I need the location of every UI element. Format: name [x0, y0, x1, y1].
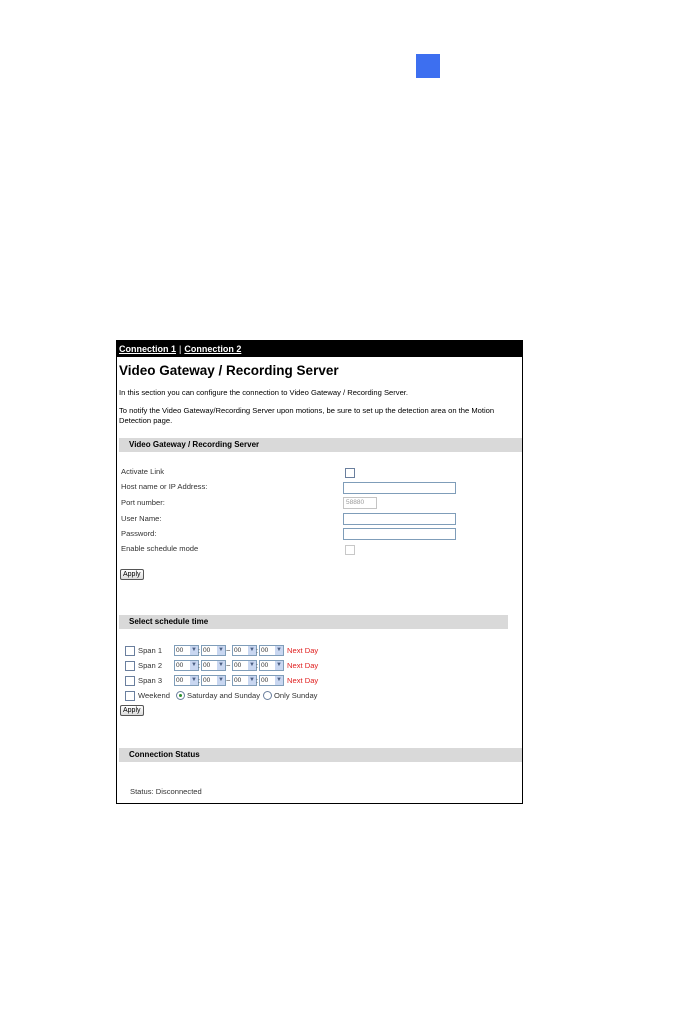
colon: :	[256, 676, 259, 685]
schedule-mode-label: Enable schedule mode	[121, 544, 199, 553]
page-title: Video Gateway / Recording Server	[119, 363, 339, 378]
next-day-label: Next Day	[287, 676, 319, 685]
activate-link-checkbox[interactable]	[345, 468, 355, 478]
span-3-start-minute-select[interactable]	[201, 675, 226, 686]
tab-connection-1[interactable]: Connection 1	[119, 344, 177, 354]
span-2-end-hour-value: 00	[234, 662, 242, 669]
span-1-start-hour-value: 00	[176, 647, 184, 654]
server-section-header: Video Gateway / Recording Server	[119, 438, 522, 452]
span-1-end-minute-value: 00	[261, 647, 269, 654]
span-3-end-hour-select[interactable]	[232, 675, 257, 686]
chevron-down-icon: ▼	[191, 677, 197, 683]
span-2-end-minute-select[interactable]	[259, 660, 284, 671]
span-2-end-hour-select[interactable]	[232, 660, 257, 671]
span-2-start-minute-select[interactable]	[201, 660, 226, 671]
tab-connection-2[interactable]: Connection 2	[184, 344, 242, 354]
colon: :	[256, 646, 259, 655]
apply-button[interactable]: Apply	[120, 569, 144, 580]
tab-separator: |	[179, 344, 182, 354]
chevron-down-icon: ▼	[218, 677, 224, 683]
span-2-checkbox[interactable]	[125, 661, 135, 671]
page-marker-square	[416, 54, 440, 78]
chevron-down-icon: ▼	[276, 677, 282, 683]
activate-link-label: Activate Link	[121, 467, 165, 476]
notice-text: To notify the Video Gateway/Recording Server upon motions, be sure to set up the detection area on the Motion Detection page.	[119, 406, 495, 425]
colon: :	[198, 646, 201, 655]
span-3-start-hour-select[interactable]	[174, 675, 199, 686]
chevron-down-icon: ▼	[276, 647, 282, 653]
user-name-label: User Name:	[121, 514, 162, 523]
span-3-start-minute-value: 00	[203, 677, 211, 684]
connection-tab-bar	[117, 341, 522, 357]
span-2-end-minute-value: 00	[261, 662, 269, 669]
port-label: Port number:	[121, 498, 165, 507]
span-1-end-hour-select[interactable]	[232, 645, 257, 656]
colon: :	[256, 661, 259, 670]
span-2-start-hour-select[interactable]	[174, 660, 199, 671]
chevron-down-icon: ▼	[249, 647, 255, 653]
span-3-end-hour-value: 00	[234, 677, 242, 684]
tilde: ~	[226, 661, 231, 670]
only-sunday-label: Only Sunday	[274, 691, 318, 700]
span-3-checkbox[interactable]	[125, 676, 135, 686]
span-3-end-minute-select[interactable]	[259, 675, 284, 686]
chevron-down-icon: ▼	[191, 647, 197, 653]
connection-status-text: Status: Disconnected	[130, 787, 202, 796]
saturday-and-sunday-label: Saturday and Sunday	[187, 691, 261, 700]
span-1-checkbox[interactable]	[125, 646, 135, 656]
port-input[interactable]: 58880	[343, 497, 377, 509]
settings-panel	[116, 340, 523, 804]
next-day-label: Next Day	[287, 646, 319, 655]
tilde: ~	[226, 646, 231, 655]
span-1-end-hour-value: 00	[234, 647, 242, 654]
only-sunday-radio[interactable]	[263, 691, 272, 700]
chevron-down-icon: ▼	[218, 662, 224, 668]
connection-status-header: Connection Status	[119, 748, 522, 762]
span-3-label: Span 3	[138, 676, 163, 685]
password-input[interactable]	[343, 528, 456, 540]
schedule-section-header: Select schedule time	[119, 615, 508, 629]
tilde: ~	[226, 676, 231, 685]
saturday-and-sunday-radio[interactable]	[176, 691, 185, 700]
span-2-label: Span 2	[138, 661, 163, 670]
weekend-label: Weekend	[138, 691, 170, 700]
chevron-down-icon: ▼	[249, 662, 255, 668]
password-label: Password:	[121, 529, 157, 538]
chevron-down-icon: ▼	[191, 662, 197, 668]
chevron-down-icon: ▼	[276, 662, 282, 668]
span-1-start-minute-select[interactable]	[201, 645, 226, 656]
host-input[interactable]	[343, 482, 456, 494]
colon: :	[198, 676, 201, 685]
span-1-label: Span 1	[138, 646, 163, 655]
schedule-mode-checkbox[interactable]	[345, 545, 355, 555]
colon: :	[198, 661, 201, 670]
span-1-start-minute-value: 00	[203, 647, 211, 654]
intro-text: In this section you can configure the connection to Video Gateway / Recording Server.	[119, 388, 409, 397]
weekend-checkbox[interactable]	[125, 691, 135, 701]
span-3-start-hour-value: 00	[176, 677, 184, 684]
schedule-apply-button[interactable]: Apply	[120, 705, 144, 716]
chevron-down-icon: ▼	[249, 677, 255, 683]
host-label: Host name or IP Address:	[121, 482, 208, 491]
span-3-end-minute-value: 00	[261, 677, 269, 684]
user-name-input[interactable]	[343, 513, 456, 525]
next-day-label: Next Day	[287, 661, 319, 670]
span-2-start-minute-value: 00	[203, 662, 211, 669]
span-1-end-minute-select[interactable]	[259, 645, 284, 656]
span-1-start-hour-select[interactable]	[174, 645, 199, 656]
chevron-down-icon: ▼	[218, 647, 224, 653]
span-2-start-hour-value: 00	[176, 662, 184, 669]
